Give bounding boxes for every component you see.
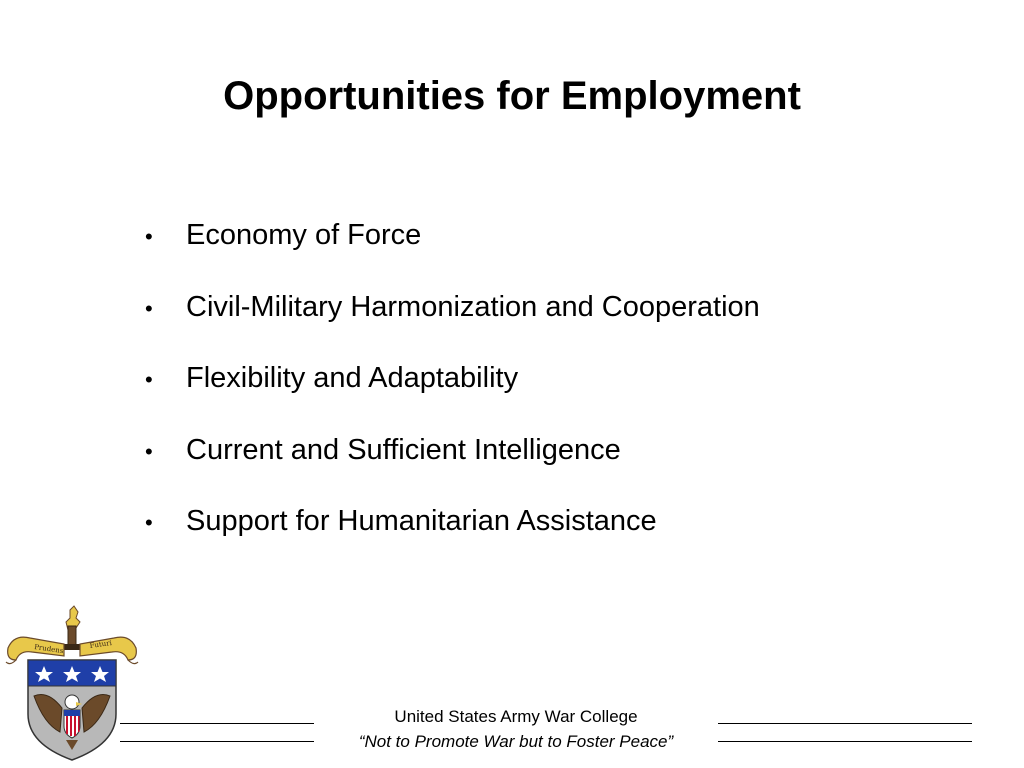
bullet-item: [145, 430, 760, 472]
bullet-text: Economy of Force: [186, 219, 422, 251]
bullet-text: Current and Sufficient Intelligence: [186, 433, 621, 466]
bullet-item: [145, 287, 760, 329]
bullet-marker: •: [145, 438, 153, 464]
footer-divider: [718, 723, 972, 724]
bullet-item: [145, 501, 760, 543]
footer-divider: [120, 723, 314, 724]
bullet-marker: •: [145, 224, 153, 249]
footer-divider: [120, 741, 314, 742]
bullet-marker: •: [145, 510, 153, 535]
crest-motto-left: Prudens: [33, 643, 64, 656]
bullet-text: Civil-Military Harmonization and Cooperation: [186, 290, 760, 323]
bullet-text: Support for Humanitarian Assistance: [186, 505, 657, 537]
footer-divider: [718, 741, 972, 742]
bullet-list: [145, 215, 760, 573]
footer-institution: United States Army War College: [394, 707, 638, 726]
bullet-item: [145, 358, 760, 400]
footer-motto: “Not to Promote War but to Foster Peace”: [358, 732, 674, 751]
bullet-marker: •: [145, 295, 153, 321]
bullet-text: Flexibility and Adaptability: [186, 362, 519, 394]
bullet-item: [145, 215, 760, 257]
crest-motto-right: Futuri: [89, 638, 113, 650]
army-war-college-crest-icon: [4, 604, 140, 762]
slide-title: Opportunities for Employment: [223, 74, 801, 118]
bullet-marker: •: [145, 367, 153, 392]
